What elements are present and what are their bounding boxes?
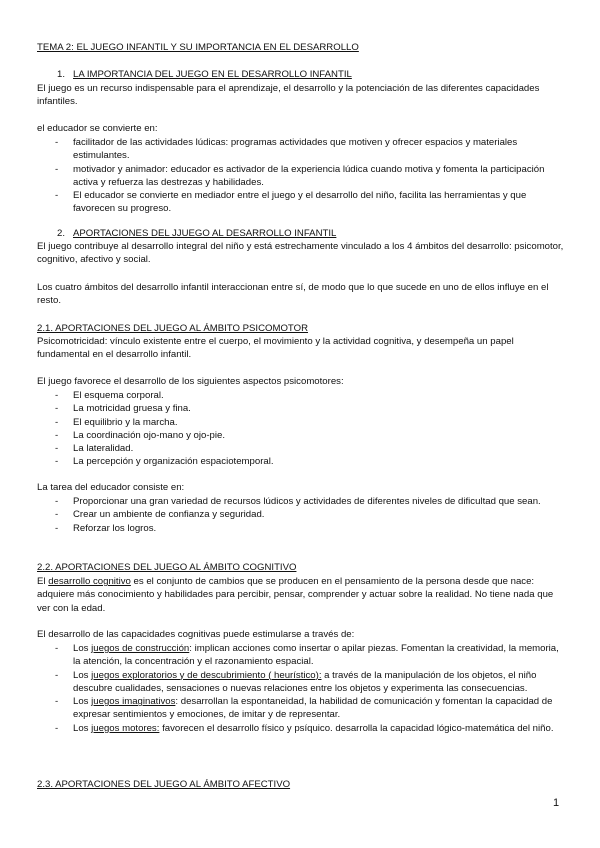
section-2-1-para-2: El juego favorece el desarrollo de los siguientes aspectos psicomotores: [37, 376, 344, 387]
text: El [37, 576, 49, 587]
term: juegos de construcción [91, 643, 190, 654]
educator-roles-list [37, 136, 567, 216]
psychomotor-aspects-list [37, 389, 567, 469]
list-item: - La coordinación ojo-mano y ojo-pie. [37, 429, 567, 442]
list-item: - motivador y animador: educador es activador de la experiencia lúdica cuando motiva y fomenta la participación activa y refuerza las destrezas y habilidades. [37, 163, 567, 190]
term: juegos motores: [91, 722, 160, 734]
section-2-title: APORTACIONES DEL JJUEGO AL DESARROLLO INFANTIL [73, 228, 337, 239]
section-1-lead: el educador se convierte en: [37, 123, 158, 134]
section-2-2-para-2: El desarrollo de las capacidades cognitivas puede estimularse a través de: [37, 629, 355, 640]
text: : desarrollan la espontaneidad, la habilidad de comunicación y fomentan la capacidad de expresar sentimientos y emociones, de imitar y de representar. [73, 696, 553, 721]
term: juegos imaginativos [91, 696, 176, 708]
section-1-number: 1. [57, 69, 66, 80]
text: es el conjunto de cambios que se producen en el pensamiento de la persona desde que nace: adquiere más conocimiento y habilidades para percibir, pensar, comprender y actuar sobre la realidad. No tiene nada que ver con la edad. [37, 576, 554, 614]
section-2-para-2: Los cuatro ámbitos del desarrollo infantil interaccionan entre sí, de modo que lo que sucede en uno de ellos influye en el resto. [37, 282, 549, 307]
list-item: - facilitador de las actividades lúdicas: programas actividades que motiven y ofrecer espacios y materiales estimulantes. [37, 136, 567, 163]
list-item [37, 722, 567, 735]
section-2-1-para-1: Psicomotricidad: vínculo existente entre el cuerpo, el movimiento y la actividad cognitiva, y desempeña un papel fundamental en el desarrollo infantil. [37, 336, 514, 361]
section-1-intro: El juego es un recurso indispensable para el aprendizaje, el desarrollo y la potenciación de las diferentes capacidades infantiles. [37, 83, 540, 108]
list-item [37, 669, 567, 696]
list-item [37, 695, 567, 722]
list-item: - El educador se convierte en mediador entre el juego y el desarrollo del niño, facilita las herramientas y que favorecen su progreso. [37, 189, 567, 216]
list-item: - El esquema corporal. [37, 389, 567, 402]
text: Los [73, 643, 92, 654]
list-item: - Reforzar los logros. [37, 522, 567, 535]
section-2-2-para-1 [37, 575, 567, 615]
section-2-1-para-3: La tarea del educador consiste en: [37, 482, 185, 493]
text: Los [73, 722, 92, 734]
term-desarrollo-cognitivo: desarrollo cognitivo [48, 576, 131, 587]
list-item: - El equilibrio y la marcha. [37, 416, 567, 429]
educator-tasks-list [37, 495, 567, 535]
list-item: - La percepción y organización espaciotemporal. [37, 455, 567, 468]
text: Los [73, 696, 92, 708]
term: juegos exploratorios y de descubrimiento ( heurístico): [91, 669, 322, 681]
cognitive-games-list [37, 642, 567, 735]
page-number: 1 [553, 797, 560, 809]
section-2-2-heading: 2.2. APORTACIONES DEL JUEGO AL ÁMBITO COGNITIVO [37, 562, 297, 573]
document-title: TEMA 2: EL JUEGO INFANTIL Y SU IMPORTANCIA EN EL DESARROLLO [37, 42, 359, 53]
section-2-para-1: El juego contribuye al desarrollo integral del niño y está estrechamente vinculado a los 4 ámbitos del desarrollo: psicomotor, cognitivo, afectivo y social. [37, 241, 564, 266]
list-item: - Proporcionar una gran variedad de recursos lúdicos y actividades de diferentes niveles de dificultad que sean. [37, 495, 567, 508]
section-2-3-heading: 2.3. APORTACIONES DEL JUEGO AL ÁMBITO AFECTIVO [37, 779, 291, 790]
text: a través de la manipulación de los objetos, el niño descubre cualidades, sensaciones o nuevas relaciones entre los objetos y experimenta las consecuencias. [73, 669, 537, 694]
list-item: - La lateralidad. [37, 442, 567, 455]
text: : implican acciones como insertar o apilar piezas. Fomentan la creatividad, la memoria, la atención, la concentración y el razonamiento espacial. [73, 643, 559, 668]
section-1-title: LA IMPORTANCIA DEL JUEGO EN EL DESARROLLO INFANTIL [73, 69, 352, 80]
text: favorecen el desarrollo físico y psíquico. desarrolla la capacidad lógico-matemática del niño. [159, 722, 554, 734]
section-2-heading [57, 227, 567, 240]
text: Los [73, 669, 92, 681]
list-item [37, 642, 567, 669]
list-item: - Crear un ambiente de confianza y seguridad. [37, 508, 567, 521]
section-2-number: 2. [57, 228, 66, 239]
section-1-heading [57, 68, 567, 81]
section-2-1-heading: 2.1. APORTACIONES DEL JUEGO AL ÁMBITO PSICOMOTOR [37, 323, 309, 334]
list-item: - La motricidad gruesa y fina. [37, 402, 567, 415]
